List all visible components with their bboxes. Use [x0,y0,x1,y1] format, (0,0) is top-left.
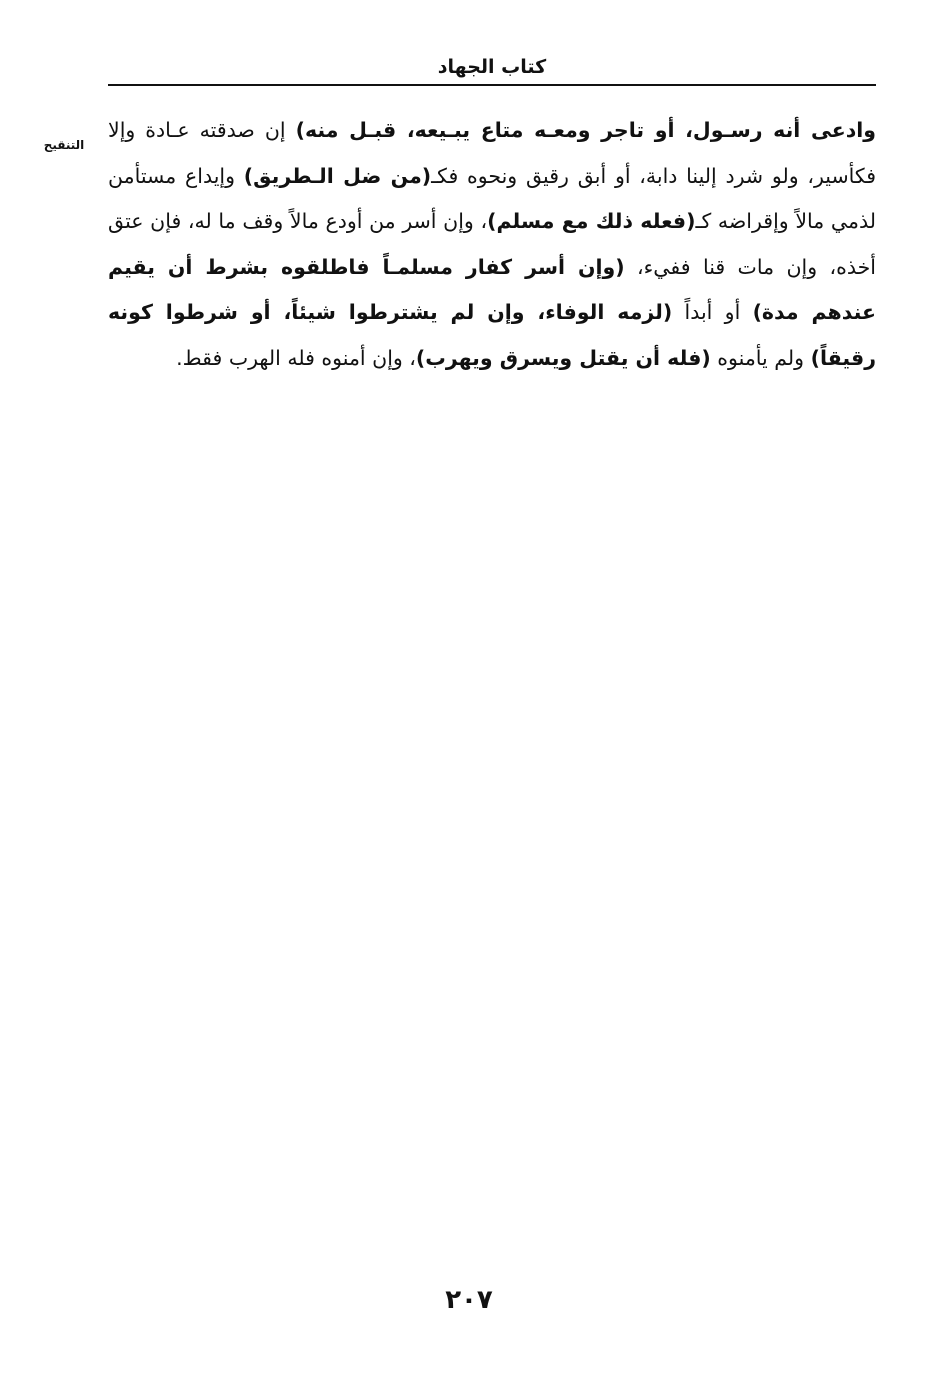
text-segment: (فله أن يقتل ويسرق ويهرب) [415,345,711,370]
text-segment: (من ضل الـطريق) [243,163,432,188]
text-segment: وادعى أنه رسـول، أو تاجر ومعـه متاع يبـيعه، قبـل منه) [295,118,877,142]
margin-label: التنقيح [43,138,85,152]
body-paragraph [108,108,876,381]
page-number: ٢٠٧ [445,1285,493,1315]
text-segment: أو أبداً [672,300,753,324]
text-segment: ، وإن أمنوه فله الهرب فقط. [176,345,416,370]
text-segment: (لزمه الوفاء، وإن لم يشترطوا شيئاً، أو شرطوا كونه رقيقاً) [108,300,876,370]
header-divider [108,84,876,86]
text-segment: ، وإن أسر من أودع مالاً وقف ما له، فإن عتق أخذه، وإن مات قنا ففيء، [108,209,876,279]
text-segment: (فعله ذلك مع مسلم) [487,209,696,233]
running-header: كتاب الجهاد [437,56,547,78]
text-segment: إن صدقته عـادة وإلا فكأسير، ولو شرد إلينا دابة، أو أبق رقيق ونحوه فكـ [108,118,877,188]
text-segment: ولم يأمنوه [710,345,811,370]
text-segment: (وإن أسر كفار مسلمـاً فاطلقوه بشرط أن يقيم عندهم مدة) [108,254,876,324]
text-segment: وإيداع مستأمن لذمي مالاً وإقراضه كـ [108,163,876,233]
